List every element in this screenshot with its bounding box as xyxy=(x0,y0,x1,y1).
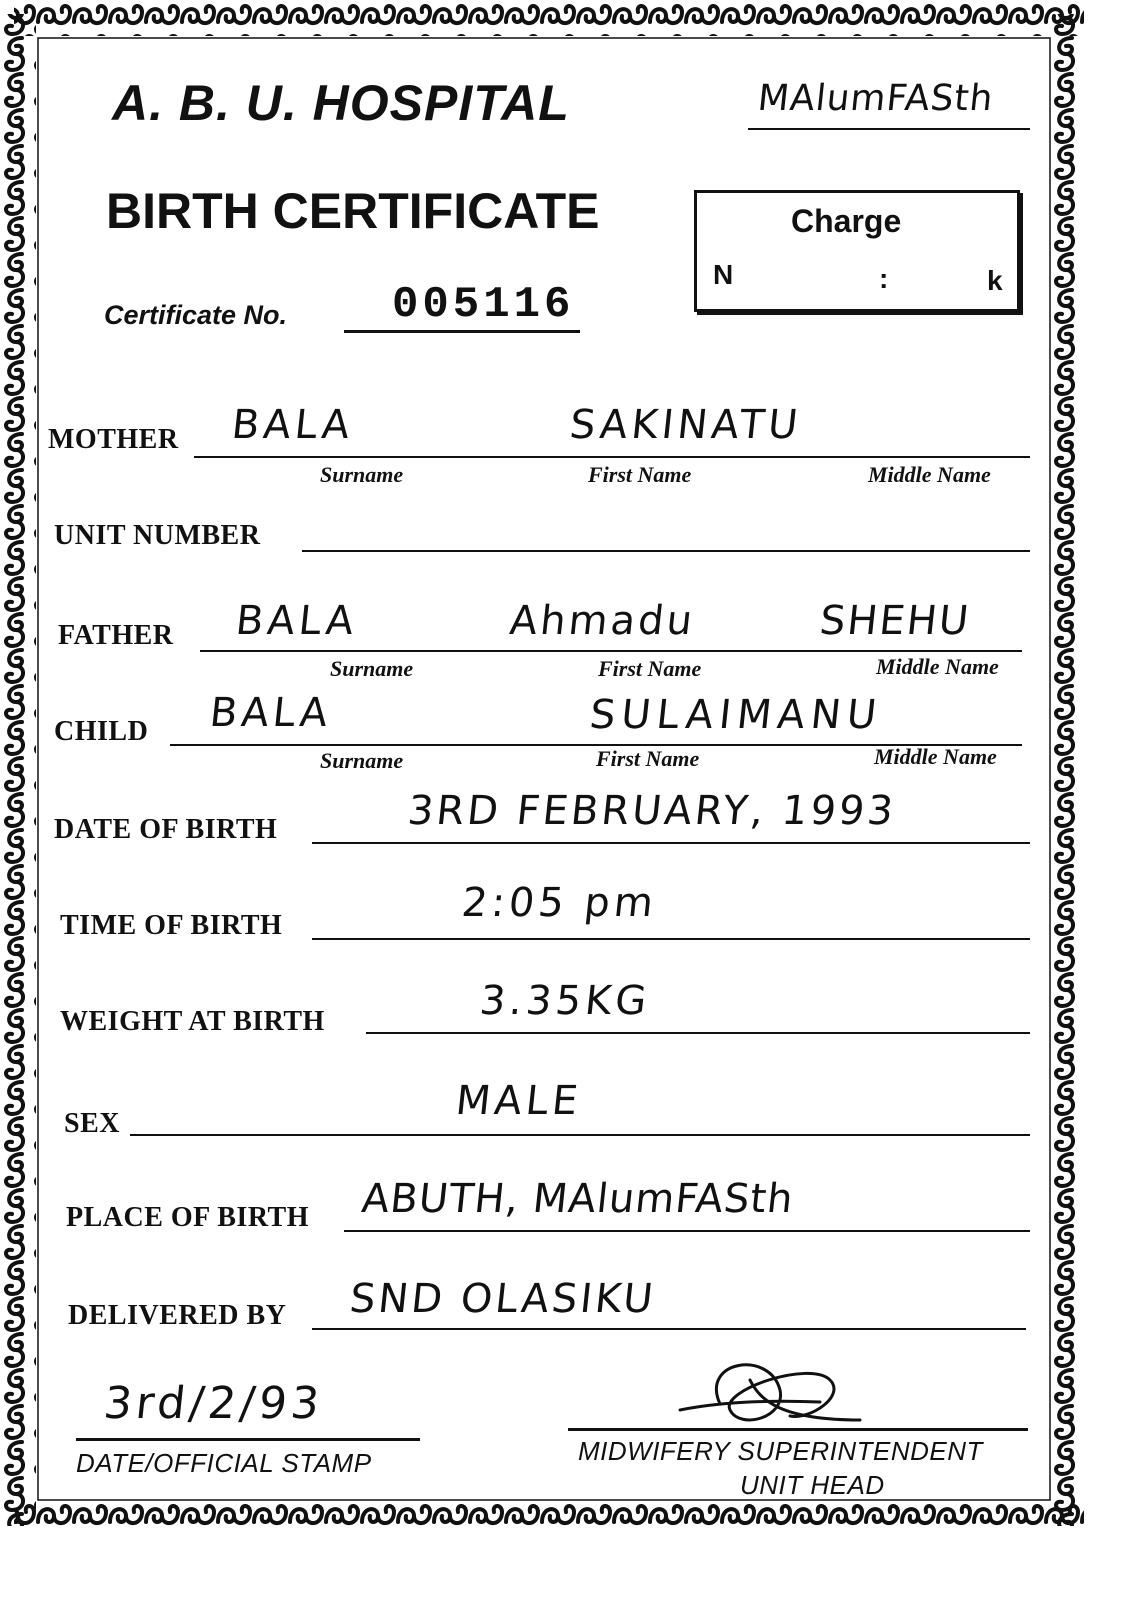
mother-surname-caption: Surname xyxy=(320,462,404,487)
father-surname-value: BALA xyxy=(233,598,360,644)
issue-date-handwritten: 3rd/2/93 xyxy=(101,1378,326,1429)
father-surname-caption: Surname xyxy=(330,656,414,681)
sex-value: MALE xyxy=(453,1078,584,1124)
father-middle-name-caption: Middle Name xyxy=(876,654,999,679)
child-first-name-value: SULAIMANU xyxy=(587,692,885,738)
child-label: CHILD xyxy=(54,716,149,747)
mother-first-name-value: SAKINATU xyxy=(567,402,804,448)
hospital-location-line xyxy=(748,128,1030,130)
weight-at-birth-value: 3.35KG xyxy=(477,978,653,1024)
delivered-by-label: DELIVERED BY xyxy=(68,1300,287,1331)
delivered-by-line xyxy=(312,1328,1026,1330)
certificate-number-value: 005116 xyxy=(392,280,575,330)
date-of-birth-label: DATE OF BIRTH xyxy=(54,814,278,845)
date-of-birth-value: 3RD FEBRUARY, 1993 xyxy=(405,788,899,834)
certificate-title: BIRTH CERTIFICATE xyxy=(106,183,600,239)
father-label: FATHER xyxy=(58,620,174,651)
mother-first-name-caption: First Name xyxy=(588,462,692,487)
father-line xyxy=(200,650,1022,652)
child-first-name-caption: First Name xyxy=(596,746,700,771)
time-of-birth-line xyxy=(312,938,1030,940)
weight-at-birth-label: WEIGHT AT BIRTH xyxy=(60,1006,325,1037)
place-of-birth-line xyxy=(344,1230,1030,1232)
superintendent-signature xyxy=(660,1340,900,1450)
charge-naira-label: N xyxy=(713,259,734,290)
charge-label: Charge xyxy=(791,203,902,239)
mother-surname-value: BALA xyxy=(229,402,356,448)
time-of-birth-label: TIME OF BIRTH xyxy=(60,910,283,941)
child-surname-value: BALA xyxy=(207,690,334,736)
mother-line xyxy=(194,456,1030,458)
certificate-number-label: Certificate No. xyxy=(104,300,288,330)
issue-date-line xyxy=(76,1438,420,1441)
hospital-name: A. B. U. HOSPITAL xyxy=(112,75,570,131)
time-of-birth-value: 2:05 pm xyxy=(459,880,660,926)
date-of-birth-line xyxy=(312,842,1030,844)
place-of-birth-value: ABUTH, MAlumFASth xyxy=(359,1176,796,1222)
child-middle-name-caption: Middle Name xyxy=(874,744,997,769)
charge-kobo-label: k xyxy=(987,265,1003,296)
unit-number-line xyxy=(302,550,1030,552)
father-first-name-caption: First Name xyxy=(598,656,702,681)
place-of-birth-label: PLACE OF BIRTH xyxy=(66,1202,310,1233)
date-official-stamp-label: DATE/OFFICIAL STAMP xyxy=(76,1448,372,1478)
certificate-number-line xyxy=(344,330,580,333)
mother-label: MOTHER xyxy=(48,424,179,455)
unit-head-label: UNIT HEAD xyxy=(740,1470,885,1500)
child-surname-caption: Surname xyxy=(320,748,404,773)
charge-separator: : xyxy=(879,263,889,294)
sex-line xyxy=(130,1134,1030,1136)
weight-at-birth-line xyxy=(366,1032,1030,1034)
father-middle-name-value: SHEHU xyxy=(817,598,973,644)
sex-label: SEX xyxy=(64,1108,120,1139)
mother-middle-name-caption: Middle Name xyxy=(868,462,991,487)
father-first-name-value: Ahmadu xyxy=(507,598,698,644)
hospital-location-handwritten: MAlumFASth xyxy=(755,78,996,119)
midwifery-superintendent-label: MIDWIFERY SUPERINTENDENT xyxy=(578,1436,983,1466)
signature-line xyxy=(568,1428,1028,1431)
delivered-by-value: SND OLASIKU xyxy=(347,1276,658,1322)
charge-box xyxy=(694,190,1020,312)
unit-number-label: UNIT NUMBER xyxy=(54,520,261,551)
